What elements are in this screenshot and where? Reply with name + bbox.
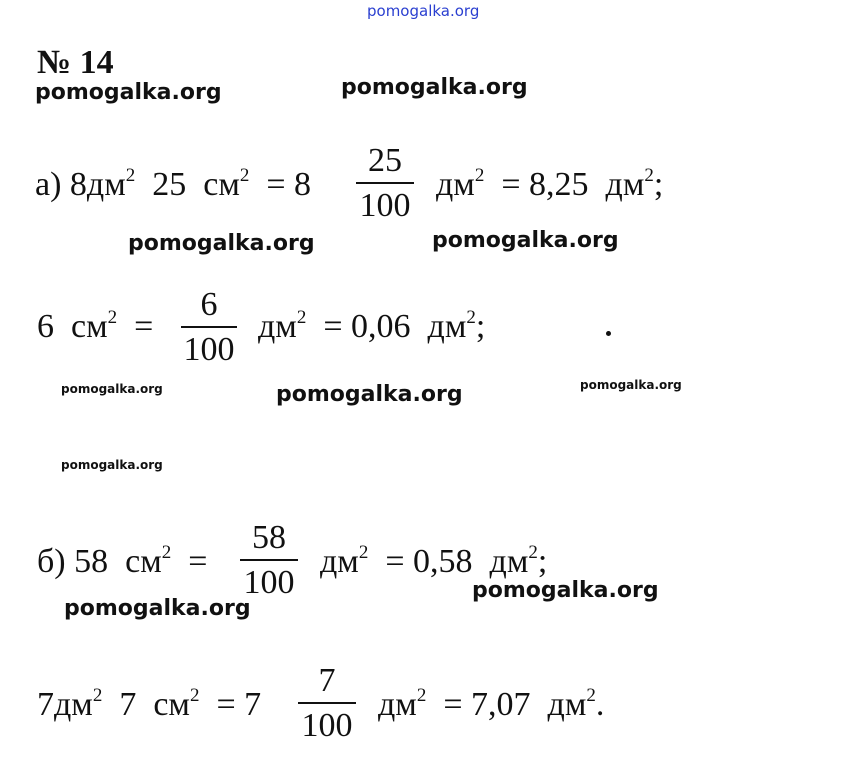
fraction-a: 25 100 (356, 144, 414, 223)
equation-b-right: $дм^2 = 0,58$ $дм^2$; (320, 542, 548, 580)
watermark: pomogalka.org (35, 80, 222, 105)
watermark: pomogalka.org (472, 578, 659, 603)
fraction-a2: 6 100 (181, 288, 237, 367)
watermark: pomogalka.org (580, 378, 682, 392)
equation-a2-right: $дм^2 = 0,06$ $дм^2$; (258, 307, 486, 345)
watermark: pomogalka.org (128, 231, 315, 256)
equation-a-left: а) $8дм^2$ 25 $см^2 = 8$ (35, 165, 312, 203)
fraction-b: 58 100 (240, 521, 298, 600)
watermark: pomogalka.org (432, 228, 619, 253)
equation-a-right: $дм^2 = 8,25$ $дм^2$; (436, 165, 664, 203)
equation-b2-left: $7дм^2$ 7 $см^2 = 7$ (37, 685, 262, 723)
watermark: pomogalka.org (64, 596, 251, 621)
equation-b2-right: $дм^2 = 7,07$ $дм^2$. (378, 685, 605, 723)
watermark: pomogalka.org (61, 458, 163, 472)
stray-dot (606, 331, 611, 336)
problem-number: № 14 (37, 44, 114, 81)
watermark-top: pomogalka.org (367, 2, 480, 20)
watermark: pomogalka.org (61, 382, 163, 396)
equation-a2-left: 6 $см^2$ = (37, 307, 154, 345)
fraction-b2: 7 100 (298, 664, 356, 743)
watermark: pomogalka.org (341, 75, 528, 100)
equation-b-left: б) 58 $см^2$ = (37, 542, 208, 580)
watermark: pomogalka.org (276, 382, 463, 407)
